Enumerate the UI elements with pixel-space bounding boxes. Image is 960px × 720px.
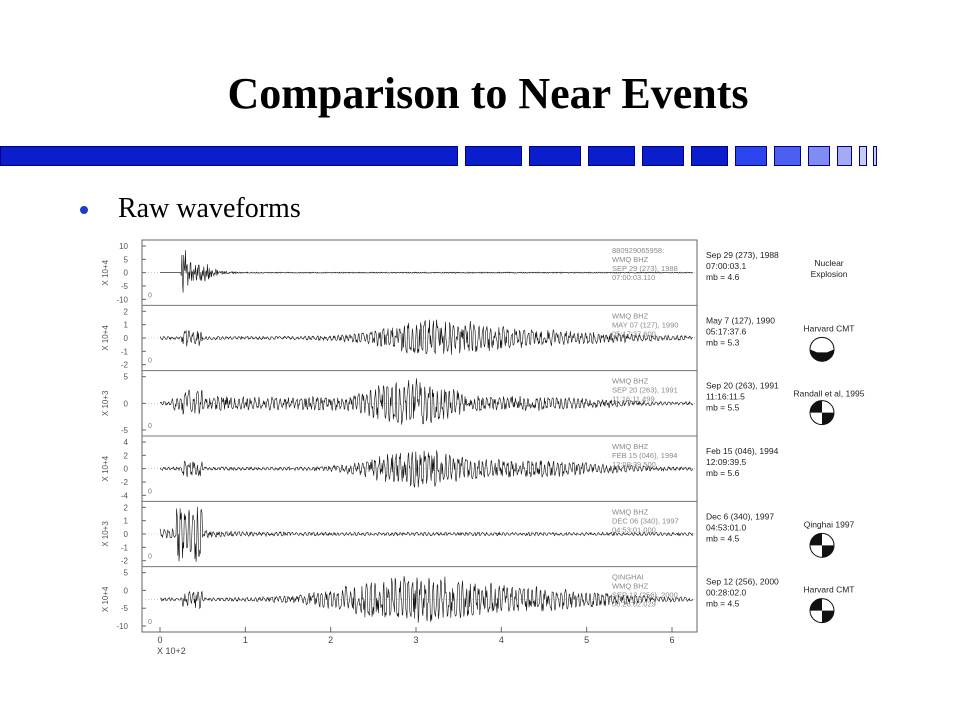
trace-header-text: DEC 06 (340), 1997: [612, 516, 679, 526]
y-tick-label: 0: [123, 464, 128, 474]
y-tick-label: -10: [116, 622, 128, 631]
y-tick-label: 2: [123, 503, 128, 513]
y-tick-label: 1: [123, 516, 128, 526]
trace-zero-marker: 0: [148, 423, 152, 430]
event-annotation: mb = 5.5: [706, 402, 740, 413]
trace-zero-marker: 0: [148, 619, 152, 626]
trace-zero-marker: 0: [148, 488, 152, 496]
x-tick-label: 0: [157, 635, 163, 645]
trace-header-text: WMQ BHZ: [612, 507, 649, 517]
source-label: Harvard CMT: [803, 323, 855, 334]
event-annotation: 11:16:11.5: [706, 391, 745, 402]
trace-header-text: 880929065958:: [612, 246, 665, 255]
y-tick-label: 0: [123, 334, 128, 343]
trace-header-text: 00:28:02.029: [612, 599, 656, 609]
event-annotation: mb = 4.6: [706, 272, 740, 282]
trace-header-text: WMQ BHZ: [612, 376, 649, 386]
slide-title: Comparison to Near Events: [227, 69, 749, 118]
y-tick-label: -5: [120, 426, 128, 435]
event-annotation: 12:09:39.5: [706, 457, 747, 467]
y-tick-label: -2: [120, 360, 128, 370]
event-annotation: Sep 29 (273), 1988: [706, 250, 779, 260]
y-tick-label: -2: [120, 478, 128, 487]
source-label: Randall et al, 1995: [793, 388, 865, 399]
event-annotation: Sep 12 (256), 2000: [706, 576, 779, 587]
bullet-text: Raw waveforms: [118, 193, 301, 224]
x-tick-label: 2: [328, 635, 334, 645]
y-axis-label: X 10+4: [101, 455, 110, 482]
trace-header-text: WMQ BHZ: [612, 311, 649, 321]
x-tick-label: 6: [669, 635, 675, 645]
y-tick-label: 4: [123, 438, 128, 447]
event-annotation: mb = 5.3: [706, 337, 740, 348]
source-label: Qinghai 1997: [803, 519, 855, 530]
event-annotation: 05:17:37.6: [706, 326, 747, 337]
trace-header-text: SEP 29 (273), 1988: [612, 264, 678, 273]
y-tick-label: 0: [123, 268, 128, 278]
y-tick-label: 10: [119, 242, 128, 251]
y-axis-label: X 10+4: [101, 586, 110, 613]
y-tick-label: 5: [123, 568, 128, 578]
x-tick-label: 3: [413, 635, 419, 645]
source-label: Nuclear: [814, 258, 844, 268]
source-label: Harvard CMT: [803, 584, 855, 595]
trace-header-text: 11:16:11.499: [612, 394, 655, 404]
focal-mechanism-quadrant: [810, 599, 822, 611]
focal-mechanism-quadrant: [822, 413, 834, 425]
trace-header-text: SEP 12 (256), 2000: [612, 590, 678, 600]
y-tick-label: 2: [123, 451, 128, 461]
trace-zero-marker: 0: [148, 357, 152, 365]
y-tick-label: -5: [120, 282, 128, 291]
trace-zero-marker: 0: [148, 553, 152, 561]
trace-header-text: MAY 07 (127), 1990: [612, 320, 679, 330]
trace-header-text: 04:53:01.000: [612, 525, 656, 535]
source-label: Explosion: [810, 269, 848, 279]
event-annotation: 04:53:01.0: [706, 522, 747, 533]
y-tick-label: -4: [120, 491, 128, 501]
y-axis-label: X 10+3: [101, 521, 110, 547]
y-tick-label: 1: [123, 320, 128, 330]
event-annotation: mb = 5.6: [706, 468, 740, 478]
focal-mechanism-quadrant: [810, 533, 822, 545]
x-tick-label: 1: [242, 635, 248, 645]
trace-header-text: 05:17:37.600: [612, 329, 656, 339]
trace-header-text: WMQ BHZ: [612, 581, 649, 591]
trace-header-text: SEP 20 (263), 1991: [612, 385, 678, 395]
x-axis-label: X 10+2: [157, 646, 186, 656]
focal-mechanism-quadrant: [822, 545, 834, 557]
y-tick-label: -2: [120, 556, 128, 566]
focal-mechanism-quadrant: [810, 401, 822, 413]
trace-header-text: FEB 15 (046), 1994: [612, 451, 678, 460]
trace-header-text: 07:00:03.110: [612, 273, 656, 282]
y-axis-label: X 10+4: [101, 325, 110, 351]
trace-header-text: WMQ BHZ: [612, 255, 649, 264]
y-tick-label: -1: [120, 543, 128, 553]
event-annotation: Feb 15 (046), 1994: [706, 446, 779, 456]
y-axis-label: X 10+3: [101, 390, 110, 417]
y-tick-label: 0: [123, 586, 128, 596]
event-annotation: mb = 4.5: [706, 598, 740, 609]
y-tick-label: 5: [123, 372, 128, 382]
x-tick-label: 4: [498, 635, 504, 645]
event-annotation: Dec 6 (340), 1997: [706, 511, 775, 522]
y-tick-label: 0: [123, 530, 128, 539]
y-tick-label: 2: [123, 307, 128, 317]
trace-header-text: 12:09:39.500: [612, 460, 656, 469]
event-annotation: 00:28:02.0: [706, 587, 747, 598]
y-tick-label: -5: [120, 604, 128, 614]
y-tick-label: -10: [116, 295, 128, 305]
y-tick-label: 0: [123, 399, 128, 409]
event-annotation: 07:00:03.1: [706, 261, 747, 271]
event-annotation: May 7 (127), 1990: [706, 315, 775, 326]
trace-header-text: WMQ BHZ: [612, 442, 649, 451]
event-annotation: mb = 4.5: [706, 533, 740, 544]
y-tick-label: 5: [123, 255, 128, 265]
x-tick-label: 5: [584, 635, 590, 645]
y-axis-label: X 10+4: [101, 259, 110, 286]
trace-zero-marker: 0: [148, 292, 152, 300]
trace-header-text: QINGHAI: [612, 572, 644, 582]
y-tick-label: -1: [120, 347, 128, 357]
event-annotation: Sep 20 (263), 1991: [706, 380, 779, 391]
focal-mechanism-quadrant: [822, 611, 834, 623]
